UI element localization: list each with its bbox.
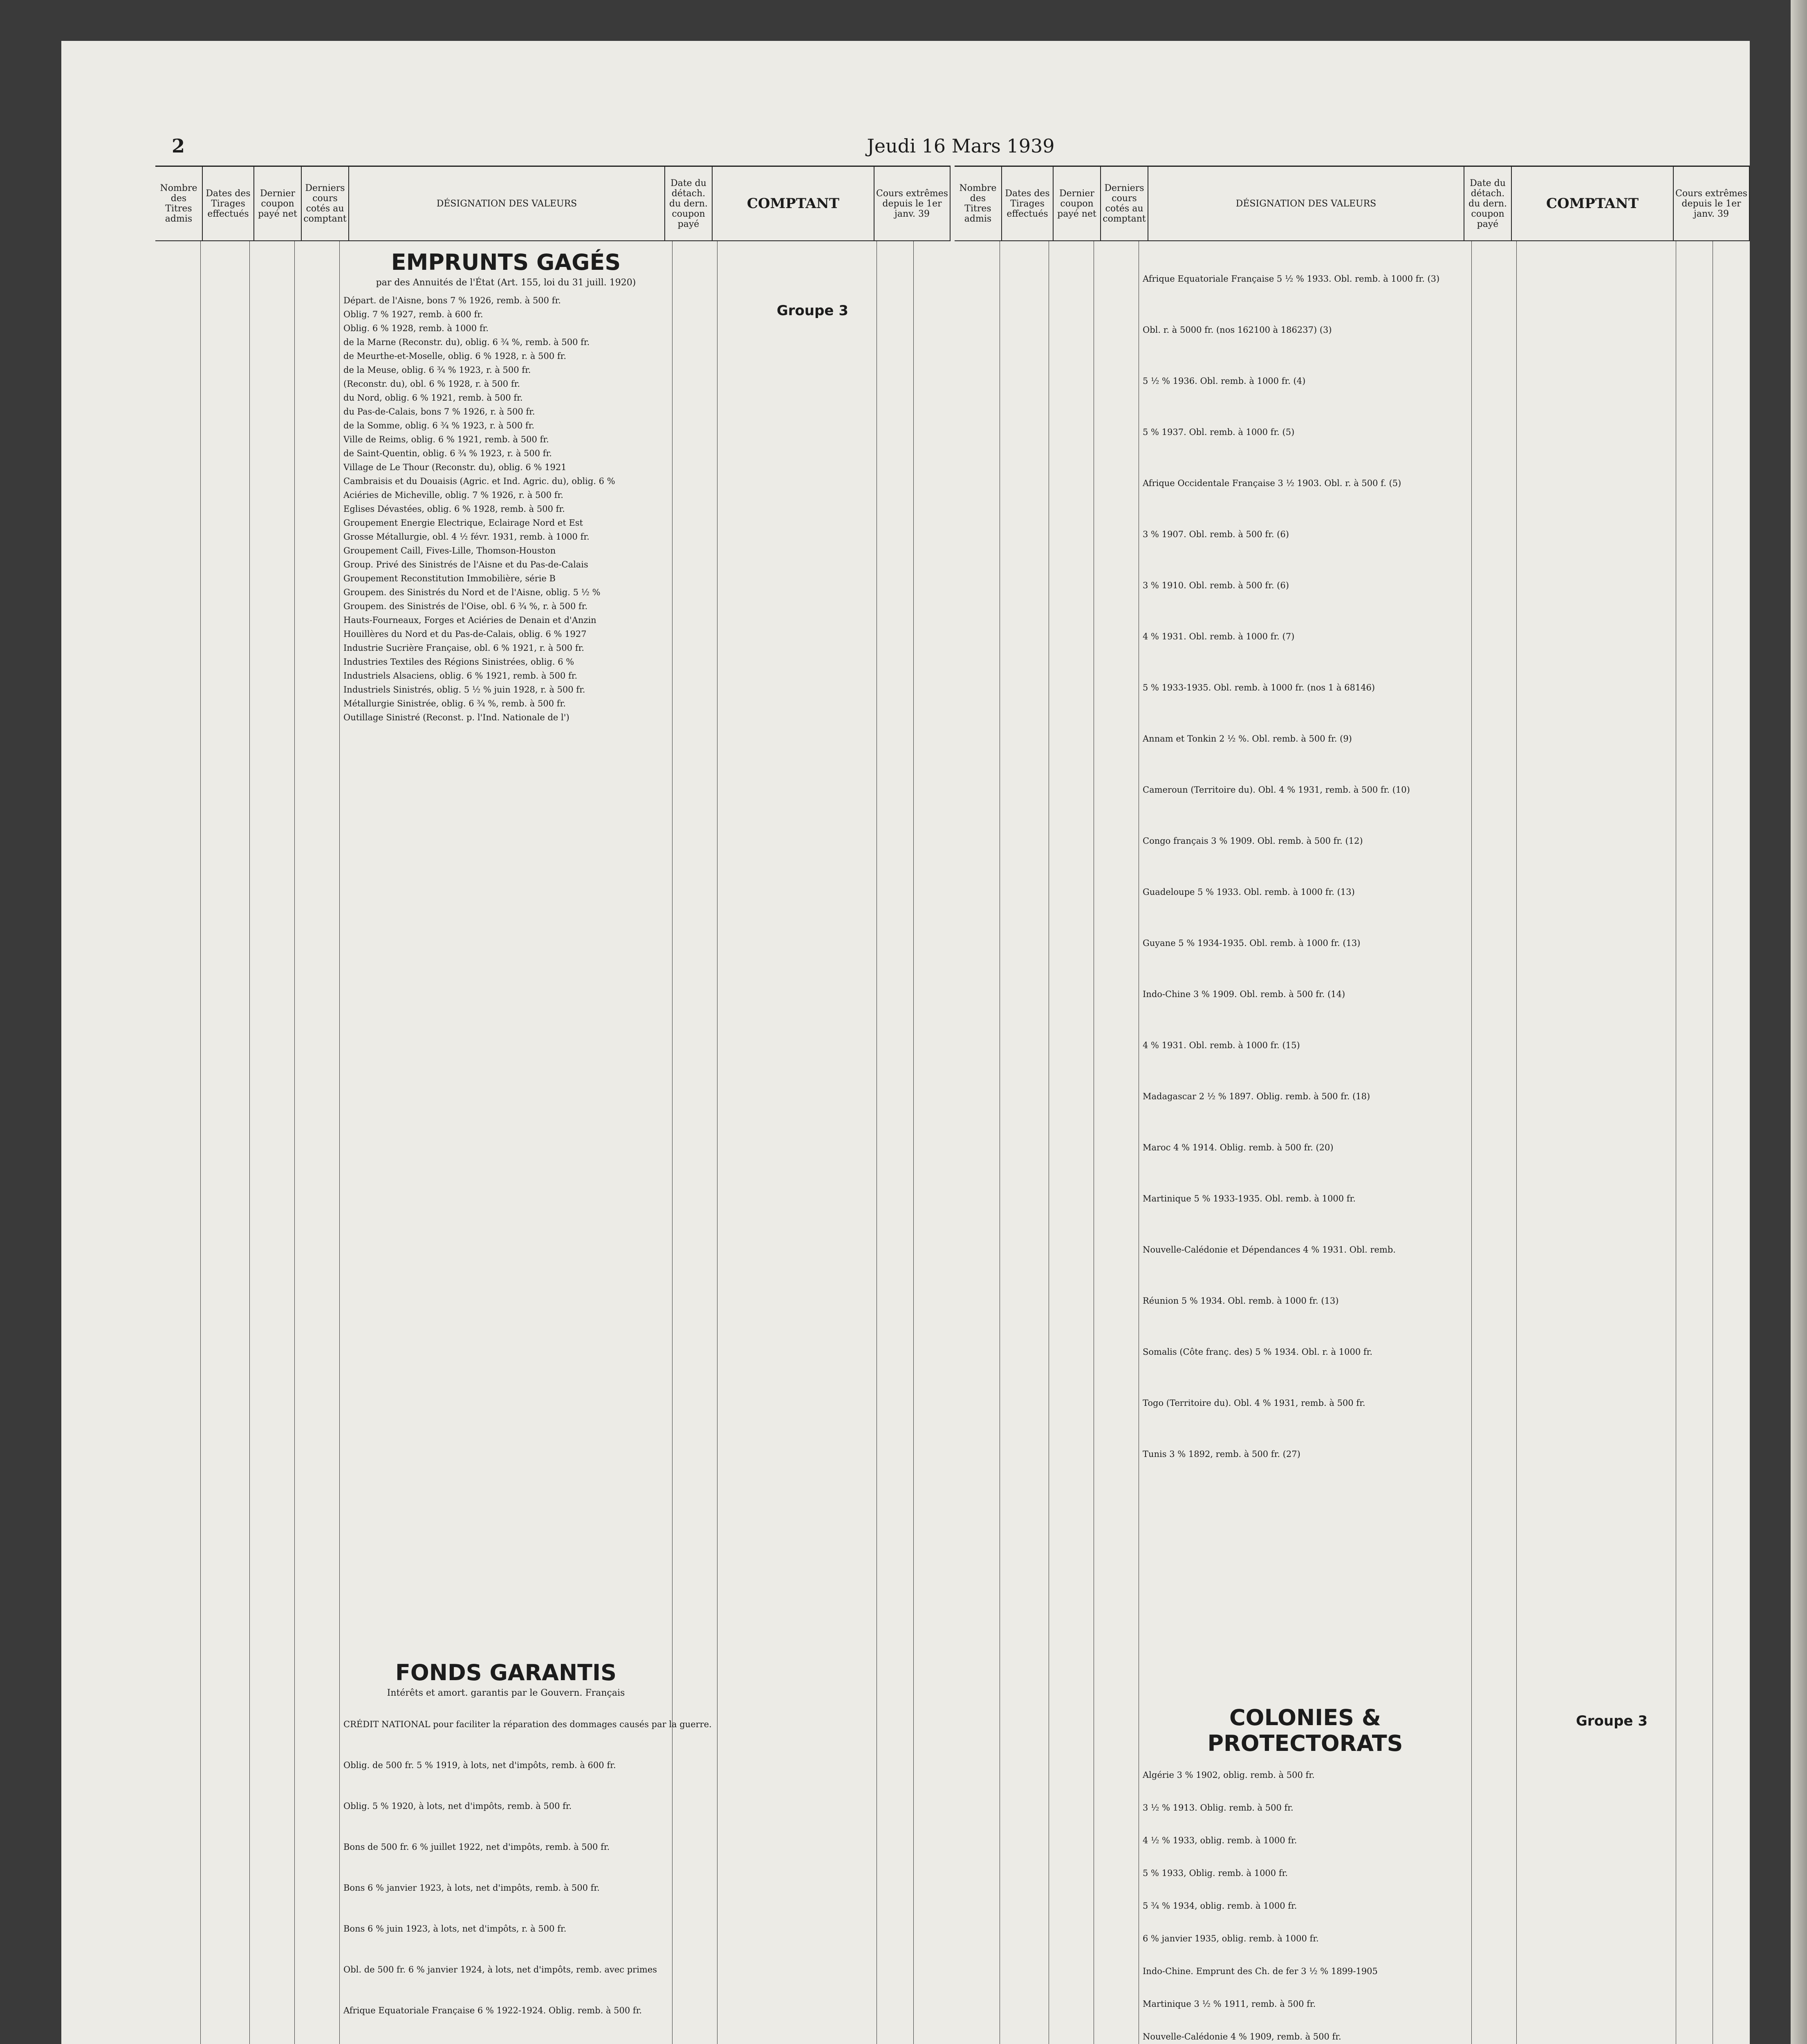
right-table [955, 166, 1750, 2044]
list-item: Métallurgie Sinistrée, oblig. 6 ¾ %, remb. à 500 fr. [343, 699, 566, 708]
list-item: Togo (Territoire du). Obl. 4 % 1931, remb. à 500 fr. [1143, 1398, 1365, 1408]
list-item: 5 % 1933, Oblig. remb. à 1000 fr. [1143, 1868, 1288, 1878]
list-item: de la Marne (Reconstr. du), oblig. 6 ¾ %, remb. à 500 fr. [343, 337, 590, 347]
list-item: Martinique 3 ½ % 1911, remb. à 500 fr. [1143, 1999, 1316, 2009]
col-date-detach: Date du détach. du dern. coupon payé [1464, 167, 1512, 240]
list-item: Nouvelle-Calédonie 4 % 1909, remb. à 500 fr. [1143, 2032, 1341, 2042]
list-item: Bons de 500 fr. 6 % juillet 1922, net d'impôts, remb. à 500 fr. [343, 1842, 610, 1852]
col-designation: DÉSIGNATION DES VALEURS [349, 167, 665, 240]
section-emprunts-gages-sub: par des Annuités de l'État (Art. 155, loi du 31 juill. 1920) [376, 278, 636, 288]
list-item: 3 % 1907. Obl. remb. à 500 fr. (6) [1143, 529, 1289, 539]
list-item: de Saint-Quentin, oblig. 6 ¾ % 1923, r. à 500 fr. [343, 448, 552, 458]
list-item: de la Meuse, oblig. 6 ¾ % 1923, r. à 500 fr. [343, 365, 531, 375]
right-table-header [955, 167, 1750, 241]
col-dernier-coupon: Dernier coupon payé net [254, 167, 302, 240]
left-table-header [155, 167, 951, 241]
col-comptant: COMPTANT [713, 167, 874, 240]
list-item: Congo français 3 % 1909. Obl. remb. à 500 fr. (12) [1143, 836, 1363, 846]
page-date: Jeudi 16 Mars 1939 [867, 135, 1055, 157]
col-date-detach: Date du détach. du dern. coupon payé [665, 167, 713, 240]
list-item: Oblig. de 500 fr. 5 % 1919, à lots, net d'impôts, remb. à 600 fr. [343, 1760, 616, 1770]
col-comptant: COMPTANT [1512, 167, 1674, 240]
list-item: 6 % janvier 1935, oblig. remb. à 1000 fr. [1143, 1934, 1319, 1943]
section-emprunts-gages: EMPRUNTS GAGÉS [391, 249, 621, 275]
list-item: 5 % 1937. Obl. remb. à 1000 fr. (5) [1143, 427, 1295, 437]
col-cours-extremes: Cours extrêmes depuis le 1er janv. 39 [1674, 167, 1750, 240]
list-item: Somalis (Côte franç. des) 5 % 1934. Obl. r. à 1000 fr. [1143, 1347, 1373, 1357]
col-designation: DÉSIGNATION DES VALEURS [1148, 167, 1464, 240]
list-item: Algérie 3 % 1902, oblig. remb. à 500 fr. [1143, 1770, 1315, 1780]
list-item: Ville de Reims, oblig. 6 % 1921, remb. à 500 fr. [343, 435, 549, 444]
list-item: 4 ½ % 1933, oblig. remb. à 1000 fr. [1143, 1836, 1297, 1845]
section-fonds-garantis: FONDS GARANTIS [395, 1660, 617, 1685]
list-item: Tunis 3 % 1892, remb. à 500 fr. (27) [1143, 1449, 1300, 1459]
col-dates-tirages: Dates des Tirages effectués [203, 167, 254, 240]
list-item: Guyane 5 % 1934-1935. Obl. remb. à 1000 fr. (13) [1143, 938, 1361, 948]
list-item: 4 % 1931. Obl. remb. à 1000 fr. (15) [1143, 1040, 1300, 1050]
list-item: Maroc 4 % 1914. Oblig. remb. à 500 fr. (20) [1143, 1143, 1334, 1152]
list-item: CRÉDIT NATIONAL pour faciliter la réparation des dommages causés par la guerre. [343, 1719, 712, 1729]
list-item: du Nord, oblig. 6 % 1921, remb. à 500 fr. [343, 393, 523, 403]
list-item: Hauts-Fourneaux, Forges et Aciéries de Denain et d'Anzin [343, 615, 596, 625]
list-item: Cameroun (Territoire du). Obl. 4 % 1931, remb. à 500 fr. (10) [1143, 785, 1410, 795]
list-item: Groupement Caill, Fives-Lille, Thomson-Houston [343, 546, 556, 556]
list-item: Grosse Métallurgie, obl. 4 ½ févr. 1931, remb. à 1000 fr. [343, 532, 590, 542]
list-item: 3 ½ % 1913. Oblig. remb. à 500 fr. [1143, 1803, 1294, 1813]
list-item: de Meurthe-et-Moselle, oblig. 6 % 1928, r. à 500 fr. [343, 351, 567, 361]
list-item: Groupement Reconstitution Immobilière, série B [343, 574, 556, 583]
list-item: de la Somme, oblig. 6 ¾ % 1923, r. à 500 fr. [343, 421, 535, 430]
list-item: Groupem. des Sinistrés de l'Oise, obl. 6 ¾ %, r. à 500 fr. [343, 601, 588, 611]
col-derniers-cours: Derniers cours cotés au comptant [302, 167, 349, 240]
list-item: Group. Privé des Sinistrés de l'Aisne et du Pas-de-Calais [343, 560, 588, 569]
list-item: Industriels Alsaciens, oblig. 6 % 1921, remb. à 500 fr. [343, 671, 578, 681]
list-item: Obl. r. à 5000 fr. (nos 162100 à 186237) (3) [1143, 325, 1332, 335]
list-item: (Reconstr. du), obl. 6 % 1928, r. à 500 fr. [343, 379, 520, 389]
left-table-body [155, 241, 951, 2044]
list-item: Afrique Occidentale Française 3 ½ 1903. Obl. r. à 500 f. (5) [1143, 478, 1401, 488]
left-rows-2 [343, 1704, 712, 2044]
list-item: Oblig. 7 % 1927, remb. à 600 fr. [343, 309, 483, 319]
col-cours-extremes: Cours extrêmes depuis le 1er janv. 39 [874, 167, 951, 240]
right-table-body [955, 241, 1750, 2044]
list-item: 3 % 1910. Obl. remb. à 500 fr. (6) [1143, 580, 1289, 590]
right-rows-2 [1143, 1759, 1468, 2044]
list-item: 5 ¾ % 1934, oblig. remb. à 1000 fr. [1143, 1901, 1297, 1911]
col-nombre-titres: Nombre des Titres admis [155, 167, 203, 240]
list-item: 5 ½ % 1936. Obl. remb. à 1000 fr. (4) [1143, 376, 1306, 386]
list-item: Industriels Sinistrés, oblig. 5 ½ % juin 1928, r. à 500 fr. [343, 685, 585, 695]
groupe-label-right: Groupe 3 [1576, 1713, 1648, 1729]
list-item: Outillage Sinistré (Reconst. p. l'Ind. Nationale de l') [343, 713, 569, 722]
list-item: Groupem. des Sinistrés du Nord et de l'Aisne, oblig. 5 ½ % [343, 587, 601, 597]
list-item: Bons 6 % juin 1923, à lots, net d'impôts, r. à 500 fr. [343, 1924, 567, 1934]
list-item: Aciéries de Micheville, oblig. 7 % 1926, r. à 500 fr. [343, 490, 563, 500]
list-item: Bons 6 % janvier 1923, à lots, net d'impôts, remb. à 500 fr. [343, 1883, 600, 1893]
list-item: Madagascar 2 ½ % 1897. Oblig. remb. à 500 fr. (18) [1143, 1091, 1370, 1101]
left-rows [343, 294, 668, 724]
list-item: Eglises Dévastées, oblig. 6 % 1928, remb. à 500 fr. [343, 504, 565, 514]
right-rows [1143, 253, 1468, 1480]
page-number: 2 [172, 135, 185, 157]
list-item: Obl. de 500 fr. 6 % janvier 1924, à lots, net d'impôts, remb. avec primes [343, 1965, 657, 1975]
left-table [155, 166, 951, 2044]
section-fonds-garantis-sub: Intérêts et amort. garantis par le Gouvern. Français [387, 1688, 625, 1698]
col-derniers-cours: Derniers cours cotés au comptant [1101, 167, 1148, 240]
list-item: Industrie Sucrière Française, obl. 6 % 1921, r. à 500 fr. [343, 643, 584, 653]
list-item: 5 % 1933-1935. Obl. remb. à 1000 fr. (nos 1 à 68146) [1143, 683, 1375, 693]
col-dates-tirages: Dates des Tirages effectués [1002, 167, 1054, 240]
list-item: Indo-Chine 3 % 1909. Obl. remb. à 500 fr. (14) [1143, 989, 1345, 999]
list-item: Village de Le Thour (Reconstr. du), oblig. 6 % 1921 [343, 462, 567, 472]
col-nombre-titres: Nombre des Titres admis [955, 167, 1002, 240]
list-item: Nouvelle-Calédonie et Dépendances 4 % 1931. Obl. remb. [1143, 1245, 1396, 1255]
list-item: Annam et Tonkin 2 ½ %. Obl. remb. à 500 fr. (9) [1143, 734, 1352, 744]
list-item: Départ. de l'Aisne, bons 7 % 1926, remb. à 500 fr. [343, 296, 561, 305]
list-item: Cambraisis et du Douaisis (Agric. et Ind. Agric. du), oblig. 6 % [343, 476, 615, 486]
list-item: Groupement Energie Electrique, Eclairage Nord et Est [343, 518, 583, 528]
col-dernier-coupon: Dernier coupon payé net [1054, 167, 1101, 240]
list-item: Indo-Chine. Emprunt des Ch. de fer 3 ½ % 1899-1905 [1143, 1966, 1378, 1976]
list-item: Houillères du Nord et du Pas-de-Calais, oblig. 6 % 1927 [343, 629, 587, 639]
groupe-label-left: Groupe 3 [776, 303, 848, 319]
list-item: du Pas-de-Calais, bons 7 % 1926, r. à 500 fr. [343, 407, 535, 417]
list-item: Oblig. 6 % 1928, remb. à 1000 fr. [343, 323, 489, 333]
list-item [343, 2031, 668, 2044]
list-item: Réunion 5 % 1934. Obl. remb. à 1000 fr. (13) [1143, 1296, 1339, 1306]
list-item: Afrique Equatoriale Française 6 % 1922-1924. Oblig. remb. à 500 fr. [343, 2006, 642, 2015]
section-colonies-protectorats: COLONIES & PROTECTORATS [1207, 1705, 1403, 1756]
list-item: Guadeloupe 5 % 1933. Obl. remb. à 1000 fr. (13) [1143, 887, 1355, 897]
page-edge [1791, 0, 1807, 2044]
list-item: Afrique Equatoriale Française 5 ½ % 1933. Obl. remb. à 1000 fr. (3) [1143, 274, 1440, 284]
list-item: Martinique 5 % 1933-1935. Obl. remb. à 1000 fr. [1143, 1194, 1356, 1204]
list-item: Oblig. 5 % 1920, à lots, net d'impôts, remb. à 500 fr. [343, 1801, 572, 1811]
list-item: Industries Textiles des Régions Sinistrées, oblig. 6 % [343, 657, 574, 667]
list-item: 4 % 1931. Obl. remb. à 1000 fr. (7) [1143, 632, 1295, 641]
